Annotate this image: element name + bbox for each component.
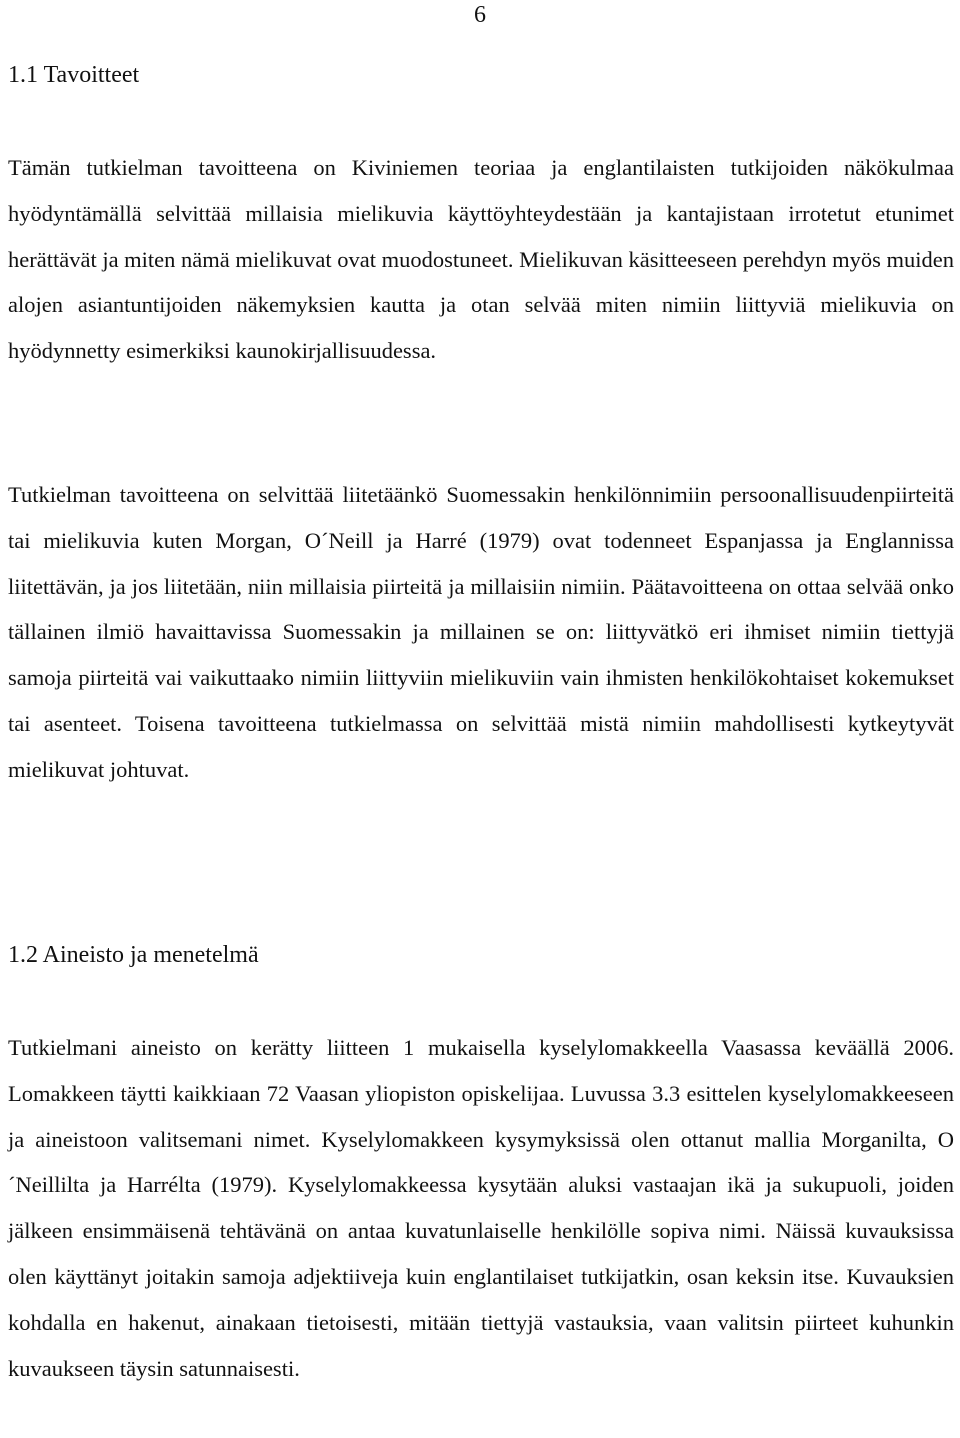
section-heading-tavoitteet: 1.1 Tavoitteet xyxy=(8,62,140,88)
paragraph-tavoitteet-2: Tutkielman tavoitteena on selvittää liitetäänkö Suomessakin henkilönnimiin persoonallisuudenpiirteitä tai mielikuvia kuten Morgan, O´Neill ja Harré (1979) ovat todenneet Espanjassa ja Englannissa liitettävän, ja jos liitetään, niin millaisia piirteitä ja millaisiin nimiin. Päätavoitteena on ottaa selvää onko tällainen ilmiö havaittavissa Suomessakin ja millainen se on: liittyvätkö eri ihmiset nimiin tiettyjä samoja piirteitä vai vaikuttaako nimiin liittyviin mielikuviin vain ihmisten henkilökohtaiset kokemukset tai asenteet. Toisena tavoitteena tutkielmassa on selvittää mistä nimiin mahdollisesti kytkeytyvät mielikuvat johtuvat. xyxy=(8,482,954,782)
paragraph-tavoitteet-1: Tämän tutkielman tavoitteena on Kiviniemen teoriaa ja englantilaisten tutkijoiden näkökulmaa hyödyntämällä selvittää millaisia mielikuvia käyttöyhteydestään ja kantajistaan irrotetut etunimet herättävät ja miten nämä mielikuvat ovat muodostuneet. Mielikuvan käsitteeseen perehdyn myös muiden alojen asiantuntijoiden näkemyksien kautta ja otan selvää miten nimiin liittyviä mielikuvia on hyödynnetty esimerkiksi kaunokirjallisuudessa. xyxy=(8,155,954,364)
paragraph-aineisto-1: Tutkielmani aineisto on kerätty liitteen 1 mukaisella kyselylomakkeella Vaasassa keväällä 2006. Lomakkeen täytti kaikkiaan 72 Vaasan yliopiston opiskelijaa. Luvussa 3.3 esittelen kyselylomakkeeseen ja aineistoon valitsemani nimet. Kyselylomakkeen kysymyksissä olen ottanut mallia Morganilta, O´Neillilta ja Harrélta (1979). Kyselylomakkeessa kysytään aluksi vastaajan ikä ja sukupuoli, joiden jälkeen ensimmäisenä tehtävänä on antaa kuvatunlaiselle henkilölle sopiva nimi. Näissä kuvauksissa olen käyttänyt joitakin samoja adjektiiveja kuin englantilaiset tutkijatkin, osan keksin itse. Kuvauksien kohdalla en hakenut, ainakaan tietoisesti, mitään tiettyjä vastauksia, vaan valitsin piirteet kuhunkin kuvaukseen täysin satunnaisesti. xyxy=(8,1035,954,1381)
section-heading-aineisto: 1.2 Aineisto ja menetelmä xyxy=(8,942,259,968)
page-number: 6 xyxy=(474,2,486,28)
